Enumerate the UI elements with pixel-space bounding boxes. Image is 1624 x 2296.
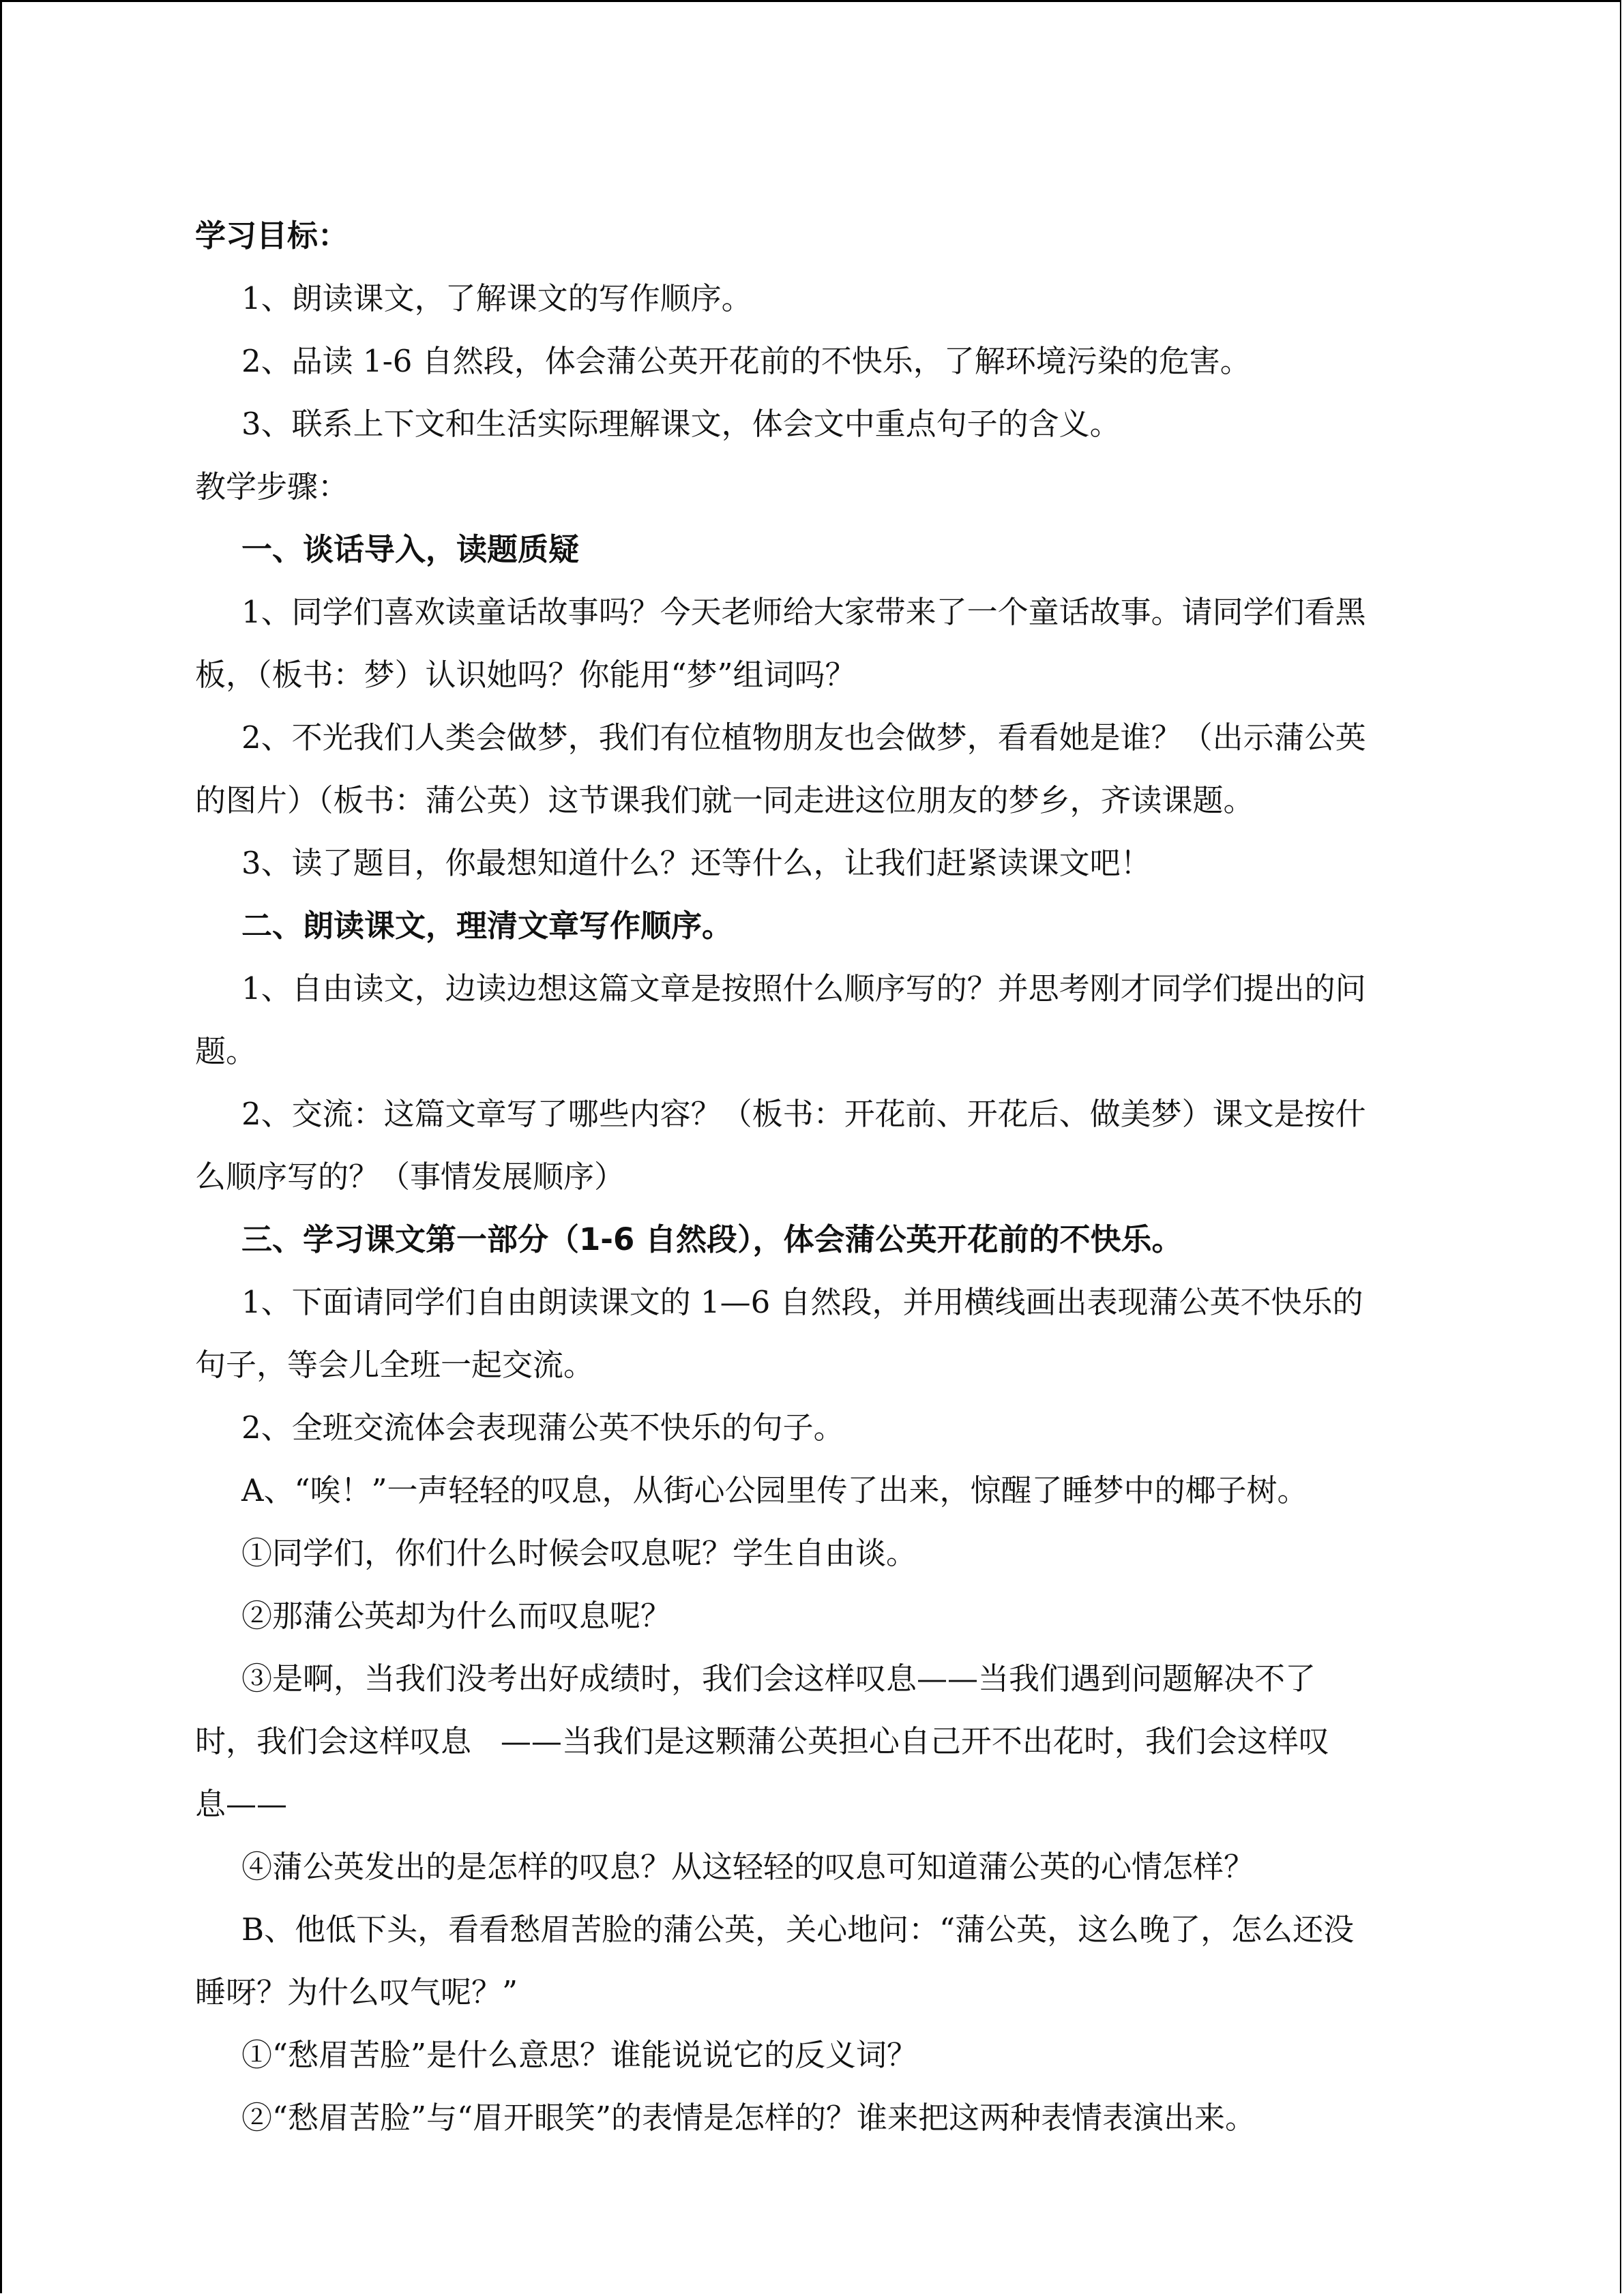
paragraph-line: 1、下面请同学们自由朗读课文的 1—6 自然段，并用横线画出表现蒲公英不快乐的 xyxy=(241,1284,1363,1320)
paragraph-line: 板，（板书：梦）认识她吗？你能用“梦”组词吗？ xyxy=(195,657,856,693)
paragraph-line: 时，我们会这样叹息 ——当我们是这颗蒲公英担心自己开不出花时，我们会这样叹 xyxy=(195,1723,1329,1759)
question-line: ①同学们，你们什么时候会叹息呢？学生自由谈。 xyxy=(241,1535,917,1571)
section-title-learning-goals: 学习目标： xyxy=(195,218,349,254)
paragraph-line: 1、自由读文，边读边想这篇文章是按照什么顺序写的？并思考刚才同学们提出的问 xyxy=(241,970,1366,1007)
paragraph-line: 2、不光我们人类会做梦，我们有位植物朋友也会做梦，看看她是谁？（出示蒲公英 xyxy=(241,719,1366,756)
quote-line-b: B、他低下头，看看愁眉苦脸的蒲公英，关心地问：“蒲公英，这么晚了，怎么还没 xyxy=(241,1911,1355,1948)
paragraph-line: 句子，等会儿全班一起交流。 xyxy=(195,1347,595,1383)
paragraph-line: 3、读了题目，你最想知道什么？还等什么，让我们赶紧读课文吧！ xyxy=(241,845,1151,881)
paragraph-line: 的图片）（板书：蒲公英）这节课我们就一同走进这位朋友的梦乡，齐读课题。 xyxy=(195,782,1254,818)
paragraph-line: 息—— xyxy=(195,1786,288,1822)
quote-line-a: A、“唉！”一声轻轻的叹息，从街心公园里传了出来，惊醒了睡梦中的椰子树。 xyxy=(241,1472,1308,1508)
question-line: ②“愁眉苦脸”与“眉开眼笑”的表情是怎样的？谁来把这两种表情表演出来。 xyxy=(241,2100,1256,2136)
step-heading-1: 一、谈话导入，读题质疑 xyxy=(241,531,580,567)
paragraph-line: 1、同学们喜欢读童话故事吗？今天老师给大家带来了一个童话故事。请同学们看黑 xyxy=(241,594,1366,630)
paragraph-line: 2、交流：这篇文章写了哪些内容？（板书：开花前、开花后、做美梦）课文是按什 xyxy=(241,1096,1366,1132)
paragraph-line: 睡呀？为什么叹气呢？” xyxy=(195,1974,518,2010)
goal-line-3: 3、联系上下文和生活实际理解课文，体会文中重点句子的含义。 xyxy=(241,406,1121,442)
question-line: ①“愁眉苦脸”是什么意思？谁能说说它的反义词？ xyxy=(241,2037,918,2073)
paragraph-line: 么顺序写的？（事情发展顺序） xyxy=(195,1159,625,1195)
step-heading-3: 三、学习课文第一部分（1-6 自然段），体会蒲公英开花前的不快乐。 xyxy=(241,1221,1183,1257)
paragraph-line: 2、全班交流体会表现蒲公英不快乐的句子。 xyxy=(241,1410,844,1446)
question-line: ④蒲公英发出的是怎样的叹息？从这轻轻的叹息可知道蒲公英的心情怎样？ xyxy=(241,1849,1255,1885)
section-title-teaching-steps: 教学步骤： xyxy=(195,468,349,505)
question-line: ②那蒲公英却为什么而叹息呢？ xyxy=(241,1598,672,1634)
goal-line-1: 1、朗读课文，了解课文的写作顺序。 xyxy=(241,280,752,316)
document-body xyxy=(195,205,1457,2149)
goal-line-2: 2、品读 1-6 自然段，体会蒲公英开花前的不快乐，了解环境污染的危害。 xyxy=(241,343,1251,379)
question-line: ③是啊，当我们没考出好成绩时，我们会这样叹息——当我们遇到问题解决不了 xyxy=(241,1660,1316,1697)
step-heading-2: 二、朗读课文，理清文章写作顺序。 xyxy=(241,908,733,944)
paragraph-line: 题。 xyxy=(195,1033,257,1069)
